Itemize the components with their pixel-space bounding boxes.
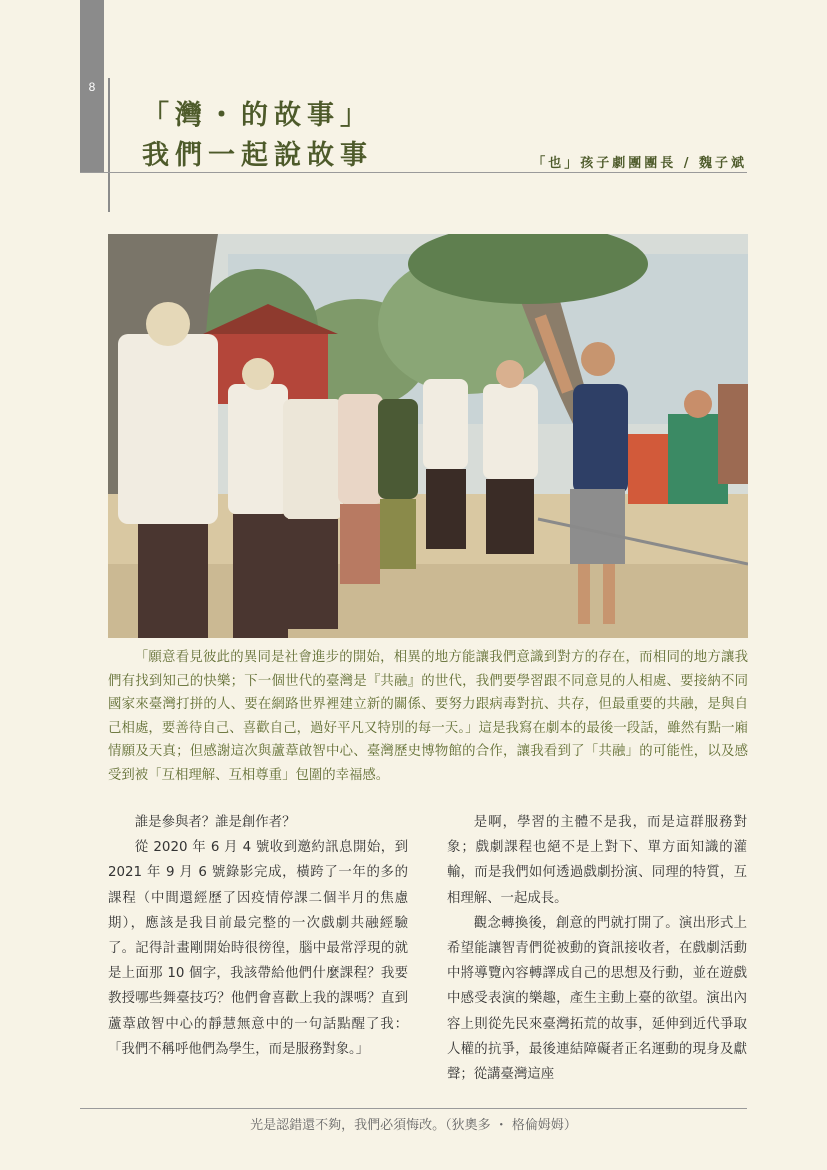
body-column-right (447, 810, 747, 1087)
body-paragraph: 誰是參與者？誰是創作者？ (134, 815, 296, 830)
title-line-2: 我們一起說故事 (142, 140, 373, 171)
footer-quote: 光是認錯還不夠，我們必須悔改。（狄奧多 ・ 格倫姆姆） (250, 1118, 577, 1133)
intro-quote: 「願意看見彼此的異同是社會進步的開始，相異的地方能讓我們意識到對方的存在，而相同的地方讓我們有找到知己的快樂；下一個世代的臺灣是『共融』的世代，我們要學習跟不同意見的人相處、要接納不同國家來臺灣打拼的人、要在網路世界裡建立新的關係、要努力跟病毒對抗、共存，但最重要的共融，是與自己相處，要善待自己、喜歡自己，過好平凡又特別的每一天。」這是我寫在劇本的最後一段話，雖然有點一廂情願及天真；但感謝這次與蘆葦啟智中心、臺灣歷史博物館的合作，讓我看到了「共融」的可能性，以及感受到被「互相理解、互相尊重」包圍的幸福感。 (108, 650, 748, 783)
body-paragraph: 是啊，學習的主體不是我，而是這群服務對象；戲劇課程也絕不是上對下、單方面知識的灌輸，而是我們如何透過戲劇扮演、同理的特質，互相理解、一起成長。 (447, 815, 747, 906)
body-paragraph: 觀念轉換後，創意的門就打開了。演出形式上希望能讓智青們從被動的資訊接收者，在戲劇活動中將導覽內容轉譯成自己的思想及行動，並在遊戲中感受表演的樂趣，產生主動上臺的欲望。演出內容上則從先民來臺灣拓荒的故事，延伸到近代爭取人權的抗爭，最後連結障礙者正名運動的現身及獻聲；從講臺灣這座 (447, 915, 747, 1083)
body-paragraph: 從 2020 年 6 月 4 號收到邀約訊息開始，到 2021 年 9 月 6 號錄影完成，橫跨了一年的多的課程（中間還經歷了因疫情停課二個半月的焦慮期），應該是我目前最完整的一次戲劇共融經驗了。記得計畫剛開始時很徬徨，腦中最常浮現的就是上面那 10 個字，我該帶給他們什麼課程？我要教授哪些舞臺技巧？他們會喜歡上我的課嗎？直到蘆葦啟智中心的靜慧無意中的一句話點醒了我：「我們不稱呼他們為學生，而是服務對象。」 (108, 840, 408, 1057)
workshop-photo (108, 234, 748, 638)
page-number: 8 (88, 80, 96, 94)
footer-rule (80, 1108, 747, 1109)
photo-illustration (108, 234, 748, 638)
title-line-1: 「灣・的故事」 (142, 100, 373, 131)
vertical-rule (108, 78, 110, 212)
article-title (142, 96, 373, 176)
body-column-left (108, 810, 408, 1062)
author-byline: 「也」孩子劇團團長 / 魏子斌 (532, 156, 747, 171)
